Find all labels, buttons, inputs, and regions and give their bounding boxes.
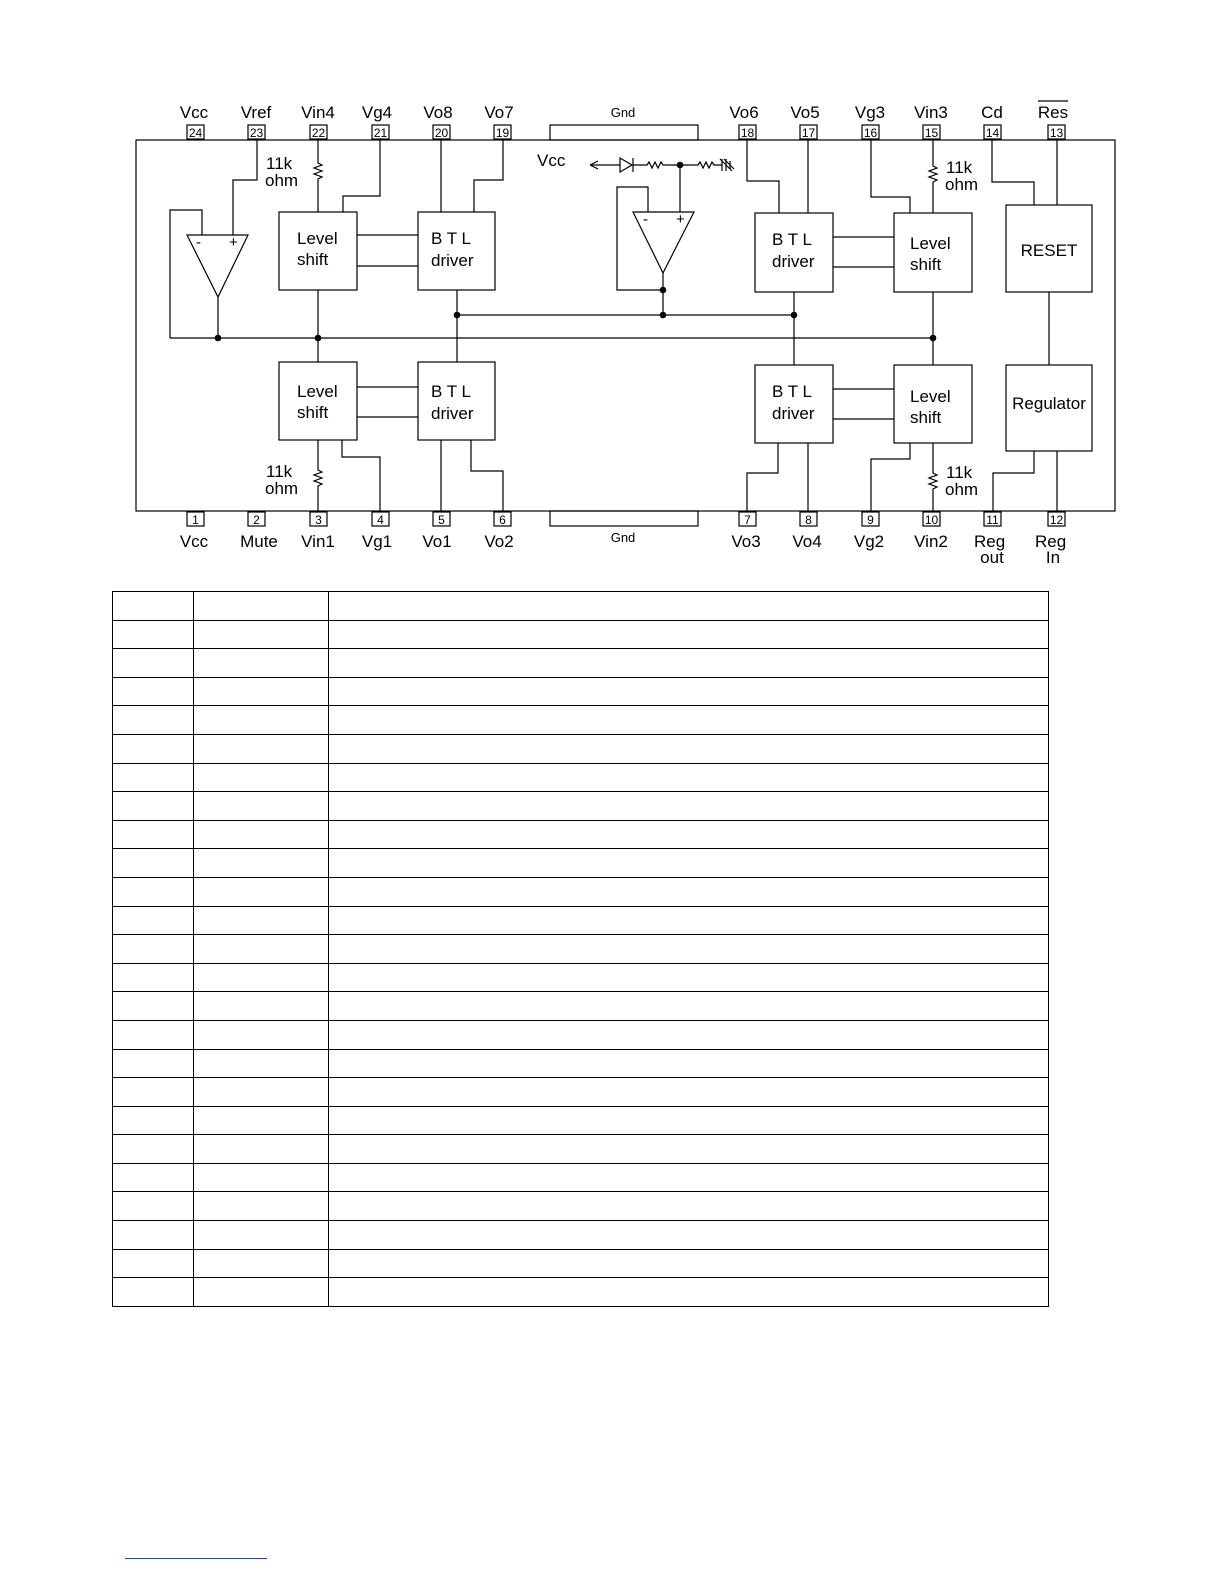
- pin-name: Vcc: [179, 532, 209, 551]
- vcc-internal-label: Vcc: [537, 151, 566, 170]
- table-cell: [194, 1078, 329, 1107]
- table-cell: [329, 1163, 1049, 1192]
- pin-name-line2: In: [1045, 548, 1061, 567]
- gnd-label-top: Gnd: [610, 105, 636, 120]
- btl-3-label: B T L: [772, 230, 813, 249]
- pin-number: 4: [377, 513, 384, 527]
- pin-name: Vo7: [484, 103, 514, 122]
- pin-name: Mute: [240, 532, 278, 551]
- ic-outline: [136, 140, 1115, 511]
- table-cell: [194, 849, 329, 878]
- pin-number: 22: [311, 126, 326, 140]
- pin-number: 1: [192, 513, 199, 527]
- pin-number: 17: [801, 126, 816, 140]
- table-row: [113, 1192, 1049, 1221]
- table-cell: [194, 763, 329, 792]
- pin-name: Vcc: [179, 103, 209, 122]
- table-cell: [194, 963, 329, 992]
- pin-16: [855, 103, 885, 140]
- pin-21: [362, 103, 392, 140]
- pin-20: [423, 103, 452, 140]
- pin-name: Vo2: [484, 532, 514, 551]
- table-cell: [113, 1135, 194, 1164]
- pin-2: [240, 512, 278, 551]
- table-cell: [329, 706, 1049, 735]
- opamp-left: [187, 234, 248, 297]
- resistor-15: [929, 140, 937, 213]
- table-cell: [329, 820, 1049, 849]
- level-shift-2-label: Level: [910, 387, 951, 406]
- table-cell: [113, 677, 194, 706]
- pin-6: [484, 512, 513, 551]
- table-cell: [113, 1278, 194, 1307]
- pin-name: Vo6: [729, 103, 759, 122]
- pin-number: 13: [1049, 126, 1064, 140]
- table-cell: [113, 1163, 194, 1192]
- table-cell: [113, 1221, 194, 1250]
- table-cell: [194, 706, 329, 735]
- table-cell: [194, 1192, 329, 1221]
- table-row: [113, 1049, 1049, 1078]
- table-cell: [194, 906, 329, 935]
- resistor-10-unit: ohm: [945, 480, 979, 499]
- pin-name: Vg3: [854, 103, 886, 122]
- table-cell: [194, 1163, 329, 1192]
- resistor-10: [929, 443, 937, 512]
- pin-4: [362, 512, 392, 551]
- table-row: [113, 1278, 1049, 1307]
- table-cell: [329, 849, 1049, 878]
- opamp-left-minus: -: [196, 234, 201, 251]
- pin-name: Vg4: [361, 103, 393, 122]
- pin-number: 15: [924, 126, 939, 140]
- pin-number: 23: [249, 126, 264, 140]
- table-cell: [329, 592, 1049, 621]
- table-cell: [113, 792, 194, 821]
- table-cell: [194, 620, 329, 649]
- table-cell: [194, 1020, 329, 1049]
- table-cell: [329, 1078, 1049, 1107]
- table-row: [113, 620, 1049, 649]
- table-cell: [113, 1192, 194, 1221]
- table-cell: [329, 963, 1049, 992]
- table-cell: [194, 1278, 329, 1307]
- table-cell: [329, 1049, 1049, 1078]
- level-shift-1-label: Level: [297, 382, 338, 401]
- table-row: [113, 706, 1049, 735]
- pin-name: [974, 532, 1010, 567]
- pin-22: [301, 103, 335, 140]
- pin-8: [792, 512, 821, 551]
- table-cell: [113, 935, 194, 964]
- table-cell: [194, 1221, 329, 1250]
- pin-number: 21: [373, 126, 388, 140]
- table-cell: [194, 792, 329, 821]
- pin-7: [731, 512, 760, 551]
- table-cell: [113, 1020, 194, 1049]
- pin-name: Vo3: [731, 532, 761, 551]
- table-cell: [113, 706, 194, 735]
- table-row: [113, 963, 1049, 992]
- pin-13: [1038, 101, 1068, 140]
- reset-label: RESET: [1020, 241, 1078, 260]
- btl-2-label2: driver: [772, 404, 815, 423]
- pin-name: Vo5: [790, 103, 820, 122]
- pin-12: [1035, 512, 1071, 567]
- table-cell: [194, 1249, 329, 1278]
- table-cell: [329, 1106, 1049, 1135]
- footer-rule: [125, 1558, 267, 1559]
- pin-name: Vo4: [792, 532, 822, 551]
- table-row: [113, 906, 1049, 935]
- pin-15: [914, 103, 948, 140]
- pin-number: 16: [863, 126, 878, 140]
- label-line1: Level: [297, 229, 338, 248]
- level-shift-1: [279, 362, 357, 440]
- table-cell: [329, 734, 1049, 763]
- pin-name: Vref: [240, 103, 272, 122]
- table-row: [113, 592, 1049, 621]
- table-cell: [113, 906, 194, 935]
- pin-number: 6: [499, 513, 506, 527]
- table-cell: [329, 906, 1049, 935]
- table-row: [113, 992, 1049, 1021]
- pin-18: [729, 103, 758, 140]
- table-cell: [194, 592, 329, 621]
- pin-number: 8: [805, 513, 812, 527]
- table-cell: [329, 1020, 1049, 1049]
- table-row: [113, 792, 1049, 821]
- table-cell: [113, 877, 194, 906]
- pin-3: [301, 512, 335, 551]
- pin-name: Vin4: [301, 103, 335, 122]
- pin-name-line2: out: [980, 548, 1004, 567]
- pin-name: Vo1: [422, 532, 452, 551]
- table-row: [113, 1249, 1049, 1278]
- pin-number: 19: [495, 126, 510, 140]
- table-row: [113, 677, 1049, 706]
- pin-number: 9: [867, 513, 874, 527]
- table-cell: [329, 1221, 1049, 1250]
- resistor-22-value: 11k: [266, 154, 293, 173]
- pin-24: [180, 103, 209, 140]
- table-row: [113, 1221, 1049, 1250]
- table-cell: [329, 1278, 1049, 1307]
- resistor-3: [314, 440, 322, 512]
- table-cell: [329, 1249, 1049, 1278]
- table-cell: [113, 992, 194, 1021]
- pin-name: Vg1: [361, 532, 393, 551]
- level-shift-2-label2: shift: [910, 408, 942, 427]
- opamp-center: [633, 211, 694, 273]
- table-row: [113, 1106, 1049, 1135]
- table-cell: [194, 992, 329, 1021]
- opamp-left-plus: +: [229, 234, 238, 251]
- table-cell: [113, 649, 194, 678]
- table-cell: [329, 649, 1049, 678]
- table-cell: [194, 1135, 329, 1164]
- block-labels: [265, 151, 1086, 499]
- table-cell: [113, 1249, 194, 1278]
- pin-11: [974, 512, 1010, 567]
- table-cell: [113, 620, 194, 649]
- table-cell: [194, 677, 329, 706]
- table-row: [113, 734, 1049, 763]
- gnd-pad-bottom: [550, 511, 698, 526]
- table-cell: [113, 1049, 194, 1078]
- table-cell: [329, 1192, 1049, 1221]
- pin-number: 10: [924, 513, 939, 527]
- table-row: [113, 763, 1049, 792]
- wiring: [170, 140, 1057, 512]
- resistor-3-unit: ohm: [265, 479, 299, 498]
- btl-3-label2: driver: [772, 252, 815, 271]
- table-row: [113, 1135, 1049, 1164]
- table-row: [113, 849, 1049, 878]
- pin-number: 18: [740, 126, 755, 140]
- table-cell: [113, 1078, 194, 1107]
- pin-number: 7: [744, 513, 751, 527]
- table-cell: [194, 1106, 329, 1135]
- table-cell: [194, 734, 329, 763]
- table-cell: [329, 677, 1049, 706]
- pin-number: 20: [434, 126, 449, 140]
- opamp-center-plus: +: [676, 211, 685, 228]
- pin-name: Vg2: [853, 532, 885, 551]
- table-row: [113, 820, 1049, 849]
- btl-2-label: B T L: [772, 382, 813, 401]
- table-cell: [113, 820, 194, 849]
- table-row: [113, 1078, 1049, 1107]
- table-cell: [329, 763, 1049, 792]
- resistor-22-unit: ohm: [265, 171, 299, 190]
- pin-19: [484, 103, 513, 140]
- level-shift-3-label: Level: [910, 234, 951, 253]
- level-shift-1-label2: shift: [297, 403, 329, 422]
- table-cell: [329, 1135, 1049, 1164]
- pin-name-line1: Reg: [974, 532, 1006, 551]
- btl-4-label: B T L: [431, 229, 472, 248]
- table-cell: [113, 734, 194, 763]
- pin-number: 14: [985, 126, 1000, 140]
- table-cell: [329, 935, 1049, 964]
- pin-name: [1035, 532, 1071, 567]
- level-shift-4-label: [297, 229, 338, 248]
- pin-number: 5: [438, 513, 445, 527]
- resistor-22: [314, 140, 322, 212]
- block-diagram: [0, 0, 1224, 590]
- table-cell: [194, 820, 329, 849]
- table-cell: [113, 763, 194, 792]
- table-cell: [113, 1106, 194, 1135]
- resistor-15-value: 11k: [946, 158, 973, 177]
- pin-9: [854, 512, 884, 551]
- table-row: [113, 877, 1049, 906]
- opamp-center-minus: -: [643, 211, 648, 228]
- pin-17: [790, 103, 819, 140]
- level-shift-3-label2: shift: [910, 255, 942, 274]
- pin-number: 24: [188, 126, 203, 140]
- pin-description-table: [112, 591, 1049, 1307]
- table-cell: [329, 992, 1049, 1021]
- table-cell: [194, 935, 329, 964]
- pin-5: [422, 512, 451, 551]
- table-cell: [113, 592, 194, 621]
- table-cell: [329, 877, 1049, 906]
- pin-table-body: [113, 592, 1049, 1307]
- resistor-10-value: 11k: [946, 463, 973, 482]
- table-row: [113, 935, 1049, 964]
- pin-number: 11: [986, 513, 999, 527]
- btl-1-label: B T L: [431, 382, 472, 401]
- pin-name-line1: Reg: [1035, 532, 1067, 551]
- resistor-15-unit: ohm: [945, 175, 979, 194]
- pin-14: [981, 103, 1003, 140]
- table-row: [113, 1020, 1049, 1049]
- pin-name: Vin1: [301, 532, 335, 551]
- btl-4-label2: driver: [431, 251, 474, 270]
- table-cell: [194, 1049, 329, 1078]
- pin-name: Vin3: [914, 103, 948, 122]
- table-cell: [194, 877, 329, 906]
- pin-1: [180, 512, 209, 551]
- level-shift-4-label2: shift: [297, 250, 329, 269]
- pin-number: 12: [1049, 513, 1064, 527]
- pin-23: [241, 103, 272, 140]
- gnd-label-bottom: Gnd: [610, 530, 636, 545]
- pin-number: 2: [253, 513, 260, 527]
- table-row: [113, 649, 1049, 678]
- btl-1-label2: driver: [431, 404, 474, 423]
- pin-name: Res: [1037, 103, 1069, 122]
- table-cell: [113, 849, 194, 878]
- table-cell: [329, 620, 1049, 649]
- regulator-label: Regulator: [1012, 394, 1086, 413]
- pin-name: Vin2: [914, 532, 948, 551]
- gnd-pad-top: [550, 125, 698, 140]
- table-cell: [329, 792, 1049, 821]
- pin-number: 3: [315, 513, 322, 527]
- table-cell: [194, 649, 329, 678]
- btl-driver-1: [418, 362, 495, 440]
- pin-name: Vo8: [423, 103, 453, 122]
- blocks: [279, 205, 1092, 451]
- pin-10: [914, 512, 948, 551]
- table-cell: [113, 963, 194, 992]
- pin-name: Cd: [981, 103, 1003, 122]
- table-row: [113, 1163, 1049, 1192]
- resistor-3-value: 11k: [266, 462, 293, 481]
